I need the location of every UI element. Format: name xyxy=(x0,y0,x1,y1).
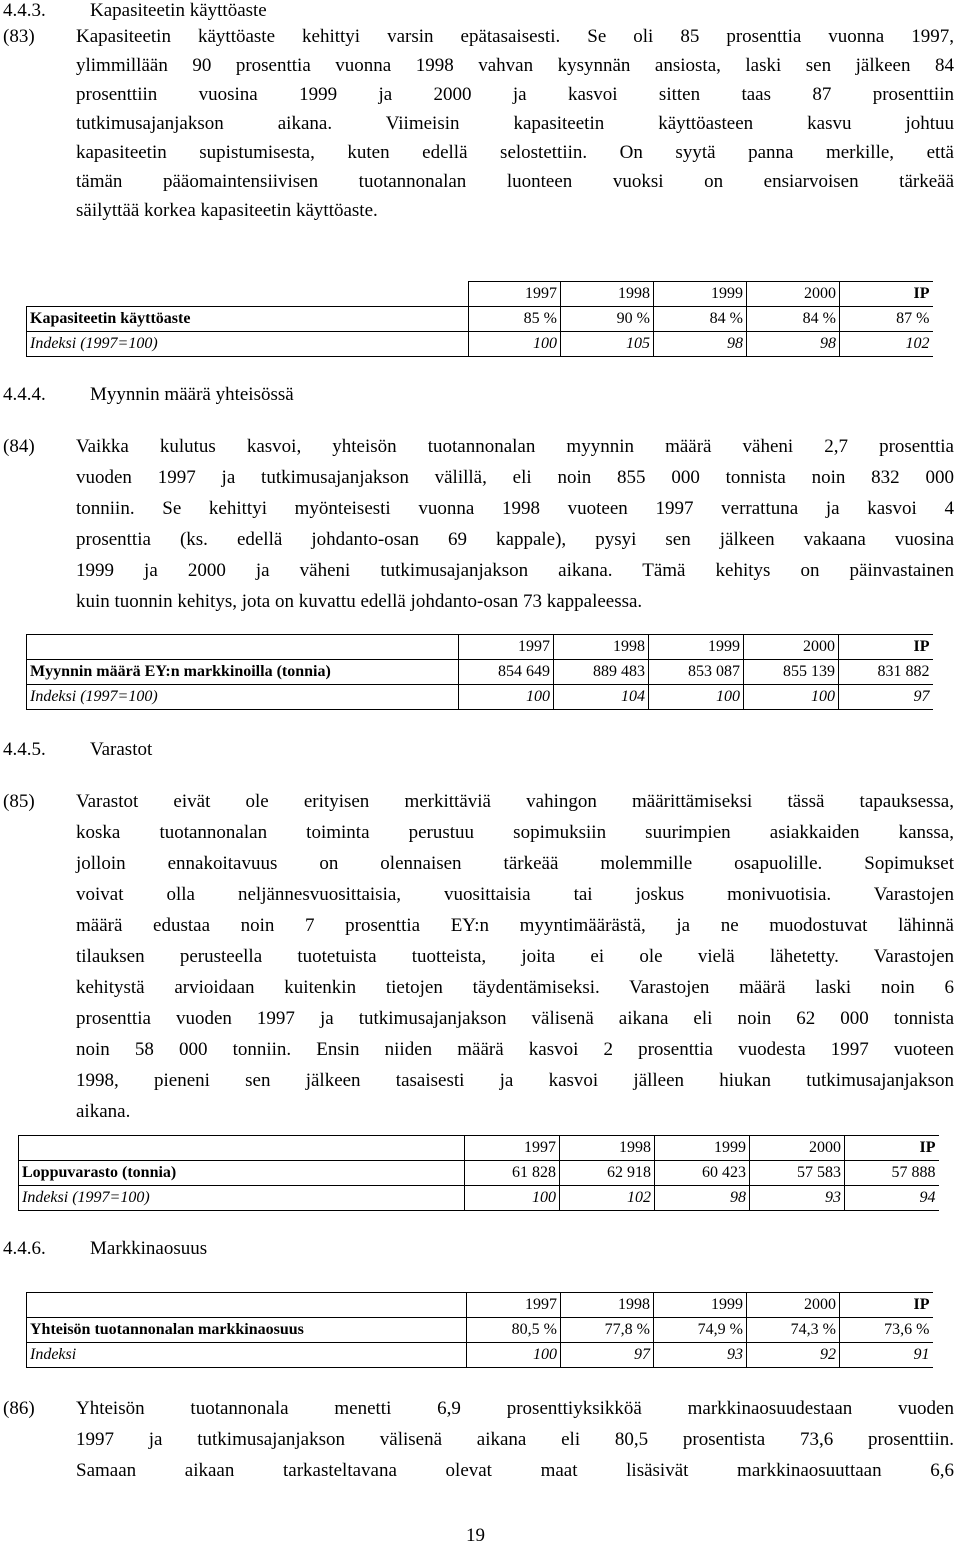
paragraph-line: määrä edustaa noin 7 prosenttia EY:n myyntimäärästä, ja ne muodostuvat lähinnä xyxy=(76,915,954,936)
paragraph-line: Varastot eivät ole erityisen merkittäviä vahingon määrittämiseksi tässä tapauksessa, xyxy=(76,791,954,812)
table-cell: 100 xyxy=(465,1186,560,1211)
row-label: Indeksi xyxy=(27,1343,467,1368)
table-row xyxy=(19,1186,939,1211)
row-label: Kapasiteetin käyttöaste xyxy=(27,307,469,332)
row-label: Indeksi (1997=100) xyxy=(19,1186,465,1211)
table-cell: 93 xyxy=(750,1186,845,1211)
table-cell: 84 % xyxy=(747,307,840,332)
paragraph-line: ylimmillään 90 prosenttia vuonna 1998 vahvan kysynnän ansiosta, laski sen jälkeen 84 xyxy=(76,55,954,76)
paragraph-line: noin 58 000 tonniin. Ensin niiden määrä kasvoi 2 prosenttia vuodesta 1997 vuoteen xyxy=(76,1039,954,1060)
paragraph-line: Vaikka kulutus kasvoi, yhteisön tuotannonalan myynnin määrä väheni 2,7 prosenttia xyxy=(76,436,954,457)
column-header: 1997 xyxy=(467,1293,561,1318)
table-cell: 60 423 xyxy=(655,1161,750,1186)
column-header: 1997 xyxy=(459,635,554,660)
paragraph-line: kuin tuonnin kehitys, jota on kuvattu edellä johdanto-osan 73 kappaleessa. xyxy=(76,591,643,612)
row-label: Yhteisön tuotannonalan markkinaosuus xyxy=(27,1318,467,1343)
table-cell: 831 882 xyxy=(839,660,933,685)
paragraph-line: aikana. xyxy=(76,1101,131,1122)
column-header: 1997 xyxy=(469,282,561,307)
table-row xyxy=(19,1161,939,1186)
column-header: 1999 xyxy=(655,1136,750,1161)
table-row xyxy=(27,660,933,685)
table-cell: 57 888 xyxy=(845,1161,939,1186)
table-cell: 100 xyxy=(649,685,744,710)
table-cell: 853 087 xyxy=(649,660,744,685)
section-title-444: Myynnin määrä yhteisössä xyxy=(90,384,294,405)
table-row xyxy=(27,307,933,332)
paragraph-line: Yhteisön tuotannonala menetti 6,9 prosenttiyksikköä markkinaosuudestaan vuoden xyxy=(76,1398,954,1419)
table-cell: 889 483 xyxy=(554,660,649,685)
column-header: 1998 xyxy=(561,282,654,307)
row-label: Indeksi (1997=100) xyxy=(27,685,459,710)
column-header: 2000 xyxy=(744,635,839,660)
table-cell: 94 xyxy=(845,1186,939,1211)
table-cell: 91 xyxy=(840,1343,933,1368)
paragraph-number-83: (83) xyxy=(3,26,35,47)
page-number: 19 xyxy=(466,1525,485,1546)
row-label: Myynnin määrä EY:n markkinoilla (tonnia) xyxy=(27,660,459,685)
section-number-444: 4.4.4. xyxy=(3,384,46,405)
section-title-445: Varastot xyxy=(90,739,153,760)
paragraph-line: Kapasiteetin käyttöaste kehittyi varsin epätasaisesti. Se oli 85 prosenttia vuonna 1997, xyxy=(76,26,954,47)
column-header: 1999 xyxy=(649,635,744,660)
paragraph-line: kehitystä arvioidaan kuitenkin tietojen täydentämiseksi. Varastojen määrä laski noin 6 xyxy=(76,977,954,998)
table-cell: 57 583 xyxy=(750,1161,845,1186)
paragraph-line: säilyttää korkea kapasiteetin käyttöaste. xyxy=(76,200,378,221)
section-title-443: Kapasiteetin käyttöaste xyxy=(90,0,267,21)
table-cell: 62 918 xyxy=(560,1161,655,1186)
table-cell: 93 xyxy=(654,1343,747,1368)
closing-stock-table xyxy=(18,1135,939,1211)
column-header: IP xyxy=(839,635,933,660)
column-header: 1998 xyxy=(561,1293,654,1318)
table-row xyxy=(27,685,933,710)
paragraph-line: tämän pääomaintensiivisen tuotannonalan luonteen vuoksi on ensiarvoisen tärkeää xyxy=(76,171,954,192)
paragraph-number-84: (84) xyxy=(3,436,35,457)
column-header: IP xyxy=(840,1293,933,1318)
table-cell: 98 xyxy=(747,332,840,357)
paragraph-line: kapasiteetin supistumisesta, kuten edellä selostettiin. On syytä panna merkille, että xyxy=(76,142,954,163)
table-cell: 74,9 % xyxy=(654,1318,747,1343)
paragraph-line: tutkimusajanjakson aikana. Viimeisin kapasiteetin käyttöasteen kasvu johtuu xyxy=(76,113,954,134)
paragraph-number-85: (85) xyxy=(3,791,35,812)
table-cell: 104 xyxy=(554,685,649,710)
paragraph-line: koska tuotannonalan toiminta perustuu sopimuksiin suurimpien asiakkaiden kanssa, xyxy=(76,822,954,843)
market-share-table xyxy=(26,1292,933,1368)
column-header: 1998 xyxy=(560,1136,655,1161)
paragraph-line: Samaan aikaan tarkasteltavana olevat maat lisäsivät markkinaosuuttaan 6,6 xyxy=(76,1460,954,1481)
table-cell: 98 xyxy=(654,332,747,357)
paragraph-line: voivat olla neljännesvuosittaisia, vuosittaisia tai joskus monivuotisia. Varastojen xyxy=(76,884,954,905)
table-cell: 97 xyxy=(561,1343,654,1368)
column-header: 1997 xyxy=(465,1136,560,1161)
row-label: Loppuvarasto (tonnia) xyxy=(19,1161,465,1186)
paragraph-line: 1997 ja tutkimusajanjakson välisenä aikana eli 80,5 prosentista 73,6 prosenttiin. xyxy=(76,1429,954,1450)
paragraph-line: tilauksen perusteella tuotetuista tuotteista, joita ei ole vielä lähetetty. Varastojen xyxy=(76,946,954,967)
table-cell: 105 xyxy=(561,332,654,357)
paragraph-line: 1999 ja 2000 ja väheni tutkimusajanjakson aikana. Tämä kehitys on päinvastainen xyxy=(76,560,954,581)
paragraph-line: prosenttia (ks. edellä johdanto-osan 69 kappale), pysyi sen jälkeen vakaana vuosina xyxy=(76,529,954,550)
table-cell: 80,5 % xyxy=(467,1318,561,1343)
column-header: 1999 xyxy=(654,282,747,307)
column-header: 1999 xyxy=(654,1293,747,1318)
section-title-446: Markkinaosuus xyxy=(90,1238,208,1259)
table-cell: 100 xyxy=(469,332,561,357)
section-number-446: 4.4.6. xyxy=(3,1238,46,1259)
table-cell: 77,8 % xyxy=(561,1318,654,1343)
table-cell: 74,3 % xyxy=(747,1318,840,1343)
table-cell: 90 % xyxy=(561,307,654,332)
table-cell: 98 xyxy=(655,1186,750,1211)
column-header: 2000 xyxy=(747,1293,840,1318)
paragraph-line: prosenttia vuoden 1997 ja tutkimusajanjakson välisenä aikana eli noin 62 000 tonnista xyxy=(76,1008,954,1029)
paragraph-line: jolloin ennakoitavuus on olennaisen tärkeää molemmille osapuolille. Sopimukset xyxy=(76,853,954,874)
table-header-row xyxy=(27,1293,933,1318)
table-cell: 102 xyxy=(560,1186,655,1211)
paragraph-line: 1998, pieneni sen jälkeen tasaisesti ja kasvoi jälleen hiukan tutkimusajanjakson xyxy=(76,1070,954,1091)
table-cell: 85 % xyxy=(469,307,561,332)
table-header-row xyxy=(27,635,933,660)
table-header-row xyxy=(27,282,933,307)
column-header: IP xyxy=(845,1136,939,1161)
column-header: IP xyxy=(840,282,933,307)
table-cell: 102 xyxy=(840,332,933,357)
table-row xyxy=(27,332,933,357)
paragraph-line: prosenttiin vuosina 1999 ja 2000 ja kasvoi sitten taas 87 prosenttiin xyxy=(76,84,954,105)
table-row xyxy=(27,1343,933,1368)
table-cell: 97 xyxy=(839,685,933,710)
row-label: Indeksi (1997=100) xyxy=(27,332,469,357)
table-cell: 100 xyxy=(744,685,839,710)
capacity-utilisation-table xyxy=(26,281,933,357)
column-header: 2000 xyxy=(750,1136,845,1161)
table-row xyxy=(27,1318,933,1343)
table-cell: 855 139 xyxy=(744,660,839,685)
paragraph-line: tonniin. Se kehittyi myönteisesti vuonna 1998 vuoteen 1997 verrattuna ja kasvoi 4 xyxy=(76,498,954,519)
table-cell: 61 828 xyxy=(465,1161,560,1186)
table-cell: 100 xyxy=(459,685,554,710)
table-cell: 73,6 % xyxy=(840,1318,933,1343)
column-header: 2000 xyxy=(747,282,840,307)
table-cell: 854 649 xyxy=(459,660,554,685)
sales-volume-table xyxy=(26,634,933,710)
section-number-445: 4.4.5. xyxy=(3,739,46,760)
table-cell: 84 % xyxy=(654,307,747,332)
column-header: 1998 xyxy=(554,635,649,660)
paragraph-number-86: (86) xyxy=(3,1398,35,1419)
table-cell: 92 xyxy=(747,1343,840,1368)
section-number-443: 4.4.3. xyxy=(3,0,46,21)
table-cell: 100 xyxy=(467,1343,561,1368)
table-header-row xyxy=(19,1136,939,1161)
table-cell: 87 % xyxy=(840,307,933,332)
paragraph-line: vuoden 1997 ja tutkimusajanjakson välillä, eli noin 855 000 tonnista noin 832 000 xyxy=(76,467,954,488)
